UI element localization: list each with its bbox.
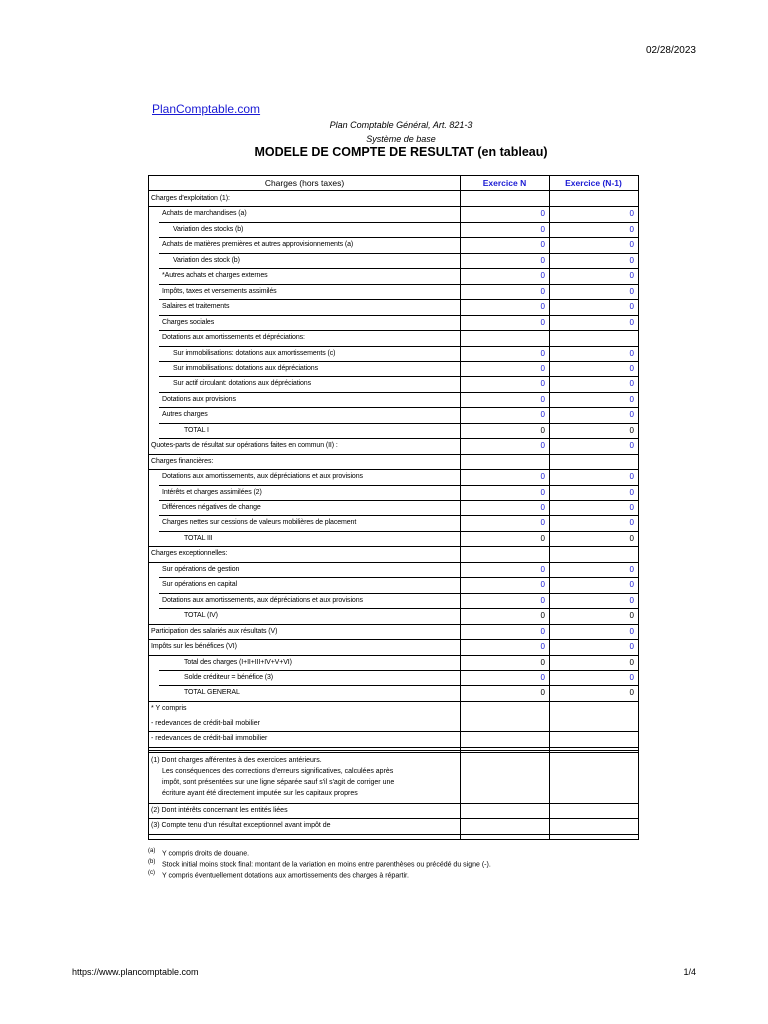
value-exercice-n[interactable]: 0 (540, 394, 545, 404)
ycompris-item: - redevances de crédit-bail immobilier (151, 735, 268, 743)
value-exercice-n1[interactable]: 0 (629, 564, 634, 574)
value-exercice-n (460, 191, 545, 207)
value-exercice-n[interactable]: 0 (540, 518, 545, 528)
value-exercice-n1[interactable]: 0 (629, 441, 634, 451)
table-row (149, 206, 638, 222)
footnote-mark: (a) (148, 848, 156, 854)
value-exercice-n[interactable]: 0 (540, 503, 545, 512)
row-label: Salaires et traitements (162, 303, 230, 311)
income-statement-table (148, 175, 639, 840)
row-label: Quotes-parts de résultat sur opérations faites en commun (II) : (151, 442, 338, 450)
value-exercice-n1[interactable]: 0 (629, 255, 634, 265)
value-exercice-n1 (549, 454, 634, 470)
value-exercice-n1[interactable]: 0 (629, 224, 634, 234)
value-exercice-n1[interactable]: 0 (629, 595, 634, 605)
table-row (149, 315, 638, 331)
note-line: (3) Compte tenu d'un résultat exceptionnel avant impôt de (151, 822, 331, 830)
row-label: Sur opérations de gestion (162, 565, 240, 573)
value-exercice-n1[interactable]: 0 (629, 672, 634, 682)
value-exercice-n[interactable]: 0 (540, 255, 545, 265)
value-exercice-n: 0 (540, 688, 545, 698)
table-row (149, 639, 638, 655)
table-row (149, 454, 638, 470)
table-row (149, 485, 638, 501)
article-reference: Plan Comptable Général, Art. 821-3 (329, 120, 473, 130)
table-row (149, 531, 638, 547)
table-row (149, 361, 638, 377)
row-label: Différences négatives de change (162, 504, 261, 511)
row-label: Dotations aux amortissements, aux dépréciations et aux provisions (162, 473, 363, 481)
table-row (149, 655, 638, 671)
row-label: Impôts sur les bénéfices (VI) (151, 643, 237, 651)
value-exercice-n1[interactable]: 0 (629, 626, 634, 636)
value-exercice-n1[interactable]: 0 (629, 348, 634, 358)
value-exercice-n[interactable]: 0 (540, 240, 545, 250)
row-label: Autres charges (162, 411, 208, 419)
table-row (149, 515, 638, 531)
row-label: Impôts, taxes et versements assimilés (162, 287, 277, 295)
value-exercice-n: 0 (540, 657, 545, 667)
value-exercice-n: 0 (540, 533, 545, 543)
value-exercice-n (460, 330, 545, 346)
value-exercice-n: 0 (540, 425, 545, 435)
row-label: TOTAL III (184, 534, 213, 542)
table-row (149, 284, 638, 300)
page-title: MODELE DE COMPTE DE RESULTAT (en tableau) (254, 145, 548, 159)
value-exercice-n[interactable]: 0 (540, 564, 545, 574)
value-exercice-n[interactable]: 0 (540, 626, 545, 636)
row-divider (149, 701, 638, 702)
row-label: Sur actif circulant: dotations aux dépréciations (173, 380, 311, 388)
value-exercice-n[interactable]: 0 (540, 672, 545, 682)
row-label: Dotations aux amortissements et dépréciations: (162, 334, 305, 342)
table-row (149, 438, 638, 454)
value-exercice-n1[interactable]: 0 (629, 472, 634, 482)
column-header-charges: Charges (hors taxes) (264, 178, 345, 188)
value-exercice-n[interactable]: 0 (540, 286, 545, 296)
table-row (149, 500, 638, 516)
table-row (149, 392, 638, 408)
value-exercice-n[interactable]: 0 (540, 410, 545, 420)
value-exercice-n[interactable]: 0 (540, 642, 545, 652)
footnote-mark: (c) (148, 870, 155, 876)
ycompris-title: * Y compris (151, 704, 187, 712)
value-exercice-n[interactable]: 0 (540, 595, 545, 605)
row-divider (149, 803, 638, 804)
system-subtitle: Système de base (366, 134, 436, 144)
value-exercice-n1 (549, 191, 634, 207)
row-label: Intérêts et charges assimilées (2) (162, 488, 262, 496)
page-number: 1/4 (683, 967, 696, 977)
row-label: Variation des stocks (b) (173, 225, 244, 233)
table-row (149, 577, 638, 593)
footnote-text: Y compris éventuellement dotations aux amortissements des charges à répartir. (162, 872, 409, 880)
value-exercice-n1[interactable]: 0 (629, 379, 634, 389)
table-row (149, 423, 638, 439)
value-exercice-n1[interactable]: 0 (629, 503, 634, 512)
table-row (149, 376, 638, 392)
value-exercice-n[interactable]: 0 (540, 224, 545, 234)
table-row (149, 237, 638, 253)
table-row (149, 253, 638, 269)
value-exercice-n: 0 (540, 611, 545, 621)
row-label: TOTAL (IV) (184, 612, 218, 620)
row-label: Sur immobilisations: dotations aux dépréciations (173, 364, 318, 372)
row-label: Variation des stock (b) (173, 256, 240, 264)
row-label: Charges d'exploitation (1): (151, 195, 230, 202)
value-exercice-n1[interactable]: 0 (629, 271, 634, 281)
value-exercice-n1[interactable]: 0 (629, 286, 634, 296)
value-exercice-n (460, 546, 545, 562)
table-row (149, 346, 638, 362)
value-exercice-n1: 0 (629, 425, 634, 435)
value-exercice-n1 (549, 546, 634, 562)
note-line: écriture ayant été directement imputée sur les capitaux propres (162, 789, 358, 797)
row-label: Solde créditeur = bénéfice (3) (184, 673, 274, 681)
value-exercice-n1: 0 (629, 688, 634, 698)
table-row (149, 685, 638, 701)
value-exercice-n1: 0 (629, 657, 634, 667)
row-label: TOTAL I (184, 426, 209, 434)
row-label: Sur immobilisations: dotations aux amortissements (c) (173, 349, 336, 357)
value-exercice-n1[interactable]: 0 (629, 209, 634, 219)
table-row (149, 407, 638, 423)
value-exercice-n1[interactable]: 0 (629, 580, 634, 590)
note-line: (2) Dont intérêts concernant les entités liées (151, 806, 288, 814)
table-row (149, 624, 638, 640)
value-exercice-n1[interactable]: 0 (629, 240, 634, 250)
value-exercice-n[interactable]: 0 (540, 379, 545, 389)
row-label: Achats de marchandises (a) (162, 210, 247, 218)
row-divider (149, 747, 638, 748)
row-label: Dotations aux provisions (162, 395, 236, 403)
row-label: TOTAL GENERAL (184, 689, 240, 697)
print-date: 02/28/2023 (645, 45, 696, 56)
row-label: Participation des salariés aux résultats (V) (151, 627, 278, 635)
value-exercice-n[interactable]: 0 (540, 487, 545, 497)
row-label: Charges financières: (151, 457, 214, 465)
row-label: Charges sociales (162, 318, 215, 326)
row-label: Charges nettes sur cessions de valeurs mobilières de placement (162, 519, 357, 527)
table-row (149, 330, 638, 346)
footnote-text: Stock initial moins stock final: montant de la variation en moins entre parenthèses ou précédé du signe (-). (162, 861, 491, 869)
value-exercice-n1[interactable]: 0 (629, 410, 634, 420)
value-exercice-n1[interactable]: 0 (629, 317, 634, 327)
value-exercice-n1[interactable]: 0 (629, 642, 634, 652)
value-exercice-n[interactable]: 0 (540, 209, 545, 219)
table-row (149, 268, 638, 284)
value-exercice-n[interactable]: 0 (540, 472, 545, 482)
value-exercice-n[interactable]: 0 (540, 348, 545, 358)
row-label: Sur opérations en capital (162, 581, 237, 589)
value-exercice-n1[interactable]: 0 (629, 363, 634, 373)
row-label: Total des charges (I+II+III+IV+V+VI) (184, 658, 292, 666)
row-label: Dotations aux amortissements, aux dépréciations et aux provisions (162, 596, 363, 604)
ycompris-item: - redevances de crédit-bail mobilier (151, 719, 260, 727)
value-exercice-n[interactable]: 0 (540, 271, 545, 281)
footnote-text: Y compris droits de douane. (162, 850, 250, 858)
row-divider (149, 834, 638, 835)
table-row (149, 546, 638, 562)
column-header-exercice-n1: Exercice (N-1) (565, 178, 622, 188)
note-line: (1) Dont charges afférentes à des exercices antérieurs. (151, 756, 322, 764)
column-header-exercice-n: Exercice N (482, 178, 527, 188)
value-exercice-n1[interactable]: 0 (629, 518, 634, 528)
double-divider (149, 750, 638, 753)
value-exercice-n1: 0 (629, 611, 634, 621)
value-exercice-n1 (549, 330, 634, 346)
table-row (149, 562, 638, 578)
row-divider (149, 818, 638, 819)
value-exercice-n[interactable]: 0 (540, 363, 545, 373)
table-row (149, 191, 638, 207)
footer-url: https://www.plancomptable.com (72, 967, 199, 977)
table-row (149, 469, 638, 485)
row-label: Achats de matières premières et autres approvisionnements (a) (162, 241, 354, 249)
value-exercice-n (460, 454, 545, 470)
value-exercice-n[interactable]: 0 (540, 317, 545, 327)
note-line: Les conséquences des corrections d'erreurs significatives, calculées après (162, 767, 394, 775)
value-exercice-n[interactable]: 0 (540, 441, 545, 451)
table-row (149, 670, 638, 686)
value-exercice-n[interactable]: 0 (540, 580, 545, 590)
site-link[interactable]: PlanComptable.com (152, 102, 261, 116)
row-divider (149, 731, 638, 732)
row-label: Charges exceptionnelles: (151, 550, 228, 558)
value-exercice-n1[interactable]: 0 (629, 394, 634, 404)
value-exercice-n1[interactable]: 0 (629, 302, 634, 312)
table-row (149, 593, 638, 609)
table-row (149, 222, 638, 238)
value-exercice-n[interactable]: 0 (540, 302, 545, 312)
value-exercice-n1: 0 (629, 533, 634, 543)
note-line: impôt, sont présentées sur une ligne séparée sauf s'il s'agit de corriger une (162, 778, 395, 786)
footnote (148, 868, 409, 881)
footnote-mark: (b) (148, 859, 156, 865)
table-row (149, 608, 638, 624)
value-exercice-n1[interactable]: 0 (629, 487, 634, 497)
row-label: *Autres achats et charges externes (162, 272, 268, 280)
table-row (149, 299, 638, 315)
